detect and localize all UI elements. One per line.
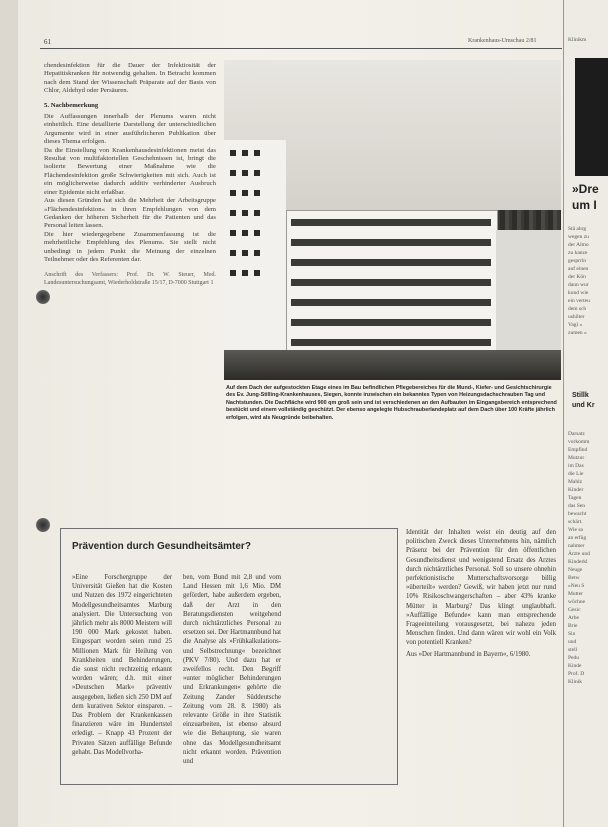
- boxed-article-column-1: [72, 573, 172, 757]
- neighbor-page: Klinikm Stä ahrg wegen zu der Almo zu kanze gesprrin auf einen der Kön dann wur kund wie ein verteu dem sch ushilter Vagl » zumen » Darsatz vorkomm Empfind Mutzur im Das die Lie Mahlz Kinder Tagen das Sen bewacht schärt. Wie so an erfüg nahmer Ärzte und Kinderkl Neuge Betw »Neu S Mutter wöchne Gesic Arbe Brie Sin und stell Pedu Kinde Prof. D Klinik: [563, 0, 608, 827]
- photo-tower-building: [224, 140, 286, 350]
- neighbor-header: Klinikm: [568, 37, 587, 43]
- paragraph-4: Die hier wiedergegebene Zusammenfassung ist die mehrheitliche Empfehlung des Plenums. Sie stellt nicht unbedingt in jedem Punkt die Meinung der einzelnen Teilnehmer oder des Referenten dar.: [44, 230, 216, 263]
- binding-edge: [0, 0, 18, 827]
- boxed-col-3-text: Identität der Inhalten weist ein deutig auf den politischen Zweck dieses Unternehmens hin, nämlich Präsenz bei der Prävention für den öffentlichen Gesundheitsdienst und wenigstend Ersatz des Arztes durch nichtärztliches Personal. Soll so unsere ohnehin perfektionistische Mutterschaftsvorsorge billig »überteilt« werden? Gewiß, wir haben jetzt nur rund 10% Risikoschwangerschaften – aber 43% kranke Mütter in Marburg? Das klingt unglaubhaft. »Auffällige Befunde« kann man entsprechende Frageeinteilung vorausgesetzt, bei nahezu jeden Menschen finden. Und dann wären wir wohl ein Volk von potentiell Kranken?: [406, 529, 556, 647]
- neighbor-black-banner: [575, 58, 608, 176]
- punch-hole-bottom: [36, 518, 50, 532]
- neighbor-heading-2: um I: [572, 198, 597, 212]
- header-rule: [40, 48, 562, 49]
- boxed-article-column-2: [183, 573, 281, 766]
- author-address: Anschrift des Verfassers: Prof. Dr. W. Steuer, Med. Landesuntersuchungsamt, Wiederholdstraße 15/17, D-7000 Stuttgart 1: [44, 272, 216, 286]
- neighbor-heading-3: Stillk: [572, 392, 589, 399]
- photo-caption: Auf dem Dach der aufgestockten Etage eines im Bau befindlichen Pflegebereiches für die Mund-, Kiefer- und Gesichtschirurgie des Ev. Jung-Stilling-Krankenhauses, Siegen, konnte inzwischen ein bekanntes Typen von Heizungsdachschrauben Tag und Nachtstunden. Die Dachfläche wird 900 qm groß sein und ist verschiedenen an den Aufbauten im Eingangsbereich entsprechend bestückt und einem vollständig geschützt. Der ebenso angelegte Hubschrauberlandeplatz auf dem Dach über 100 Kräfte jährlich erfolgen, wird als Neugründe beibehalten.: [226, 385, 557, 421]
- hospital-photo: [224, 60, 561, 380]
- photo-side-building: [496, 230, 561, 350]
- section-heading: 5. Nachbemerkung: [44, 101, 99, 109]
- running-head: Krankenhaus-Umschau 2/81: [468, 38, 537, 44]
- neighbor-heading-4: und Kr: [572, 402, 595, 409]
- page-number: 61: [44, 38, 51, 46]
- paragraph-1: Die Auffassungen innerhalb der Plenums waren nicht einheitlich. Eine detaillierte Darstellung der unterschiedlichen Argumente wird in einer ausführlicheren Publikation über dieses Thema erfolgen.: [44, 113, 216, 146]
- left-text-column: [44, 62, 216, 288]
- boxed-article-title: Prävention durch Gesundheitsämter?: [72, 541, 251, 552]
- boxed-article-column-3: [406, 528, 556, 659]
- boxed-col-1-text: »Eine Forschergruppe der Universität Gießen hat die Kosten und Nutzen des 1972 eingerichteten Modellgesundheitsamtes Marburg analysiert. Die Untersuchung von jährlich mehr als 8000 Meistern will 190 000 Mark gekostet haben. Eingespart worden seien rund 25 Millionen Mark für Heilung von Krankheiten und Behinderungen, die sonst nicht rechtzeitig erkannt worden wären; d.h. mit einer »Deutschen Mark« präventiv ausgegeben, ließen sich 250 DM auf dem kurativen Sektor einsparen. – Das Problem der Krankenkassen finanzieren wäre im Hundertstel erledigt. – Knapp 43 Prozent der Privaten Sätzen auffällige Befunde gehabt. Das Modellvorha-: [72, 574, 172, 756]
- photo-ground: [224, 350, 561, 380]
- intro-paragraph: chendesinfektion für die Dauer der Infektiosität der Hepatitiskranken für notwendig gehalten. In Betracht kommen nach dem Stand der Wissenschaft Präparate auf der Basis von Chlor, Aldehyd oder Persäuren.: [44, 62, 216, 95]
- paragraph-3: Aus diesen Gründen hat sich die Mehrheit der Arbeitsgruppe »Flächendesinfektion« in ihren Empfehlungen von dem Gedanken der höheren Sicherheit für die Patienten und das Personal leiten lassen.: [44, 197, 216, 230]
- punch-hole-top: [36, 290, 50, 304]
- neighbor-heading-1: »Dre: [572, 182, 599, 196]
- paragraph-2: Da die Einstellung von Krankenhausdesinfektionen meist das Resultat von multifaktoriellen Geschehnissen ist, bringt die isolierte Bewertung einer Maßnahme wie die Flächendesinfektion große Schwierigkeiten mit sich. Auch ist ein möglicherweise dadurch additiv verhinderter Ausbruch einer Epidemie nicht erfaßbar.: [44, 146, 216, 196]
- boxed-col-2-text: ben, vom Bund mit 2,8 und vom Land Hessen mit 1,6 Mio. DM gefördert, habe außerdem ergeben, daß der Arzt in den Beratungsdiensten weitgehend durch nichtärztliches Personal zu ersetzen sei. Der Hartmannbund hat die Analyse als »Frühkalkulations- und Selbstrechnung« bezeichnet (PKV 7/80). Und dazu hat er zweifellos recht. Den Begriff »unter möglicher Behinderungen und Erkrankungen« gehörte die Zeitung Zander Süddeutsche Zeitung vom 28. 8. 1980) als relevante Größe in ihre Statistik einzuarbeiten, ist ebenso absurd wie die Behauptung, sie waren ohne das Modellgesundheitsamt nicht erkannt worden. Prävention und: [183, 574, 281, 766]
- boxed-source: Aus »Der Hartmannbund in Bayern«, 6/1980.: [406, 650, 531, 658]
